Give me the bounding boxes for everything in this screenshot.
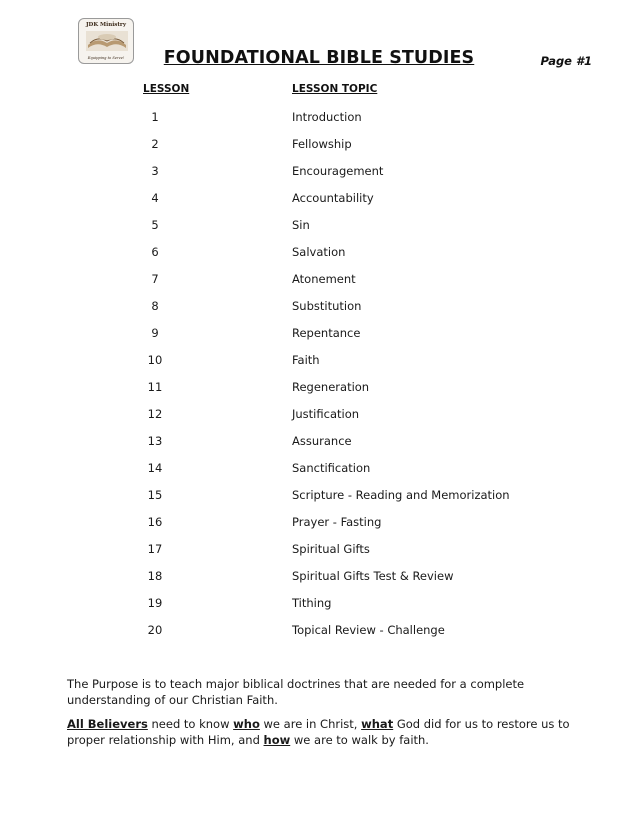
lesson-number: 16	[147, 515, 163, 529]
lesson-row	[0, 245, 638, 272]
lesson-number: 15	[147, 488, 163, 502]
lesson-row	[0, 542, 638, 569]
logo-top-text: JDK Ministry	[85, 22, 127, 28]
believers-paragraph	[67, 717, 597, 748]
logo-bottom-text: Equipping to Serve!	[87, 56, 125, 60]
topic-column-header: LESSON TOPIC	[292, 83, 378, 95]
lesson-number: 8	[151, 299, 159, 313]
lesson-column-header: LESSON	[143, 83, 190, 95]
lesson-topic: Accountability	[292, 191, 374, 205]
lesson-topic: Salvation	[292, 245, 346, 259]
lesson-number: 17	[147, 542, 163, 556]
lesson-topic: Encouragement	[292, 164, 384, 178]
lesson-topic: Tithing	[292, 596, 332, 610]
lesson-row	[0, 218, 638, 245]
lesson-row	[0, 623, 638, 650]
lesson-number: 18	[147, 569, 163, 583]
lesson-number: 11	[147, 380, 163, 394]
purpose-paragraph: The Purpose is to teach major biblical doctrines that are needed for a complete understanding of our Christian Faith.	[67, 677, 525, 707]
lesson-topic: Spiritual Gifts	[292, 542, 370, 556]
lesson-number: 5	[151, 218, 159, 232]
lesson-row	[0, 110, 638, 137]
document-title: FOUNDATIONAL BIBLE STUDIES	[163, 48, 475, 68]
lesson-row	[0, 380, 638, 407]
lesson-topic: Introduction	[292, 110, 362, 124]
lesson-row	[0, 407, 638, 434]
lesson-number: 12	[147, 407, 163, 421]
lesson-number: 3	[151, 164, 159, 178]
lesson-row	[0, 326, 638, 353]
lesson-topic: Faith	[292, 353, 320, 367]
lesson-topic: Repentance	[292, 326, 361, 340]
lesson-number: 9	[151, 326, 159, 340]
lesson-topic: Sin	[292, 218, 310, 232]
lesson-row	[0, 191, 638, 218]
lesson-row	[0, 596, 638, 623]
lesson-row	[0, 488, 638, 515]
lesson-row	[0, 137, 638, 164]
believers-text: we are in Christ,	[259, 717, 362, 731]
lesson-topic: Justification	[292, 407, 360, 421]
lesson-row	[0, 164, 638, 191]
lesson-row	[0, 299, 638, 326]
lesson-number: 2	[151, 137, 159, 151]
lesson-topic: Fellowship	[292, 137, 352, 151]
how-word: how	[263, 732, 291, 747]
believers-text: we are to walk by faith.	[290, 732, 429, 747]
lesson-number: 10	[147, 353, 163, 367]
believers-text: need to know	[147, 717, 234, 731]
all-believers-phrase: All Believers	[67, 717, 148, 731]
lesson-topic: Regeneration	[292, 380, 370, 394]
lesson-number: 13	[147, 434, 163, 448]
lesson-row	[0, 434, 638, 461]
lesson-topic: Assurance	[292, 434, 352, 448]
lesson-row	[0, 272, 638, 299]
lesson-row	[0, 569, 638, 596]
who-word: who	[233, 717, 260, 731]
lesson-row	[0, 515, 638, 542]
lesson-number: 19	[147, 596, 163, 610]
lesson-number: 6	[151, 245, 159, 259]
lesson-topic: Substitution	[292, 299, 362, 313]
lesson-topic: Atonement	[292, 272, 356, 286]
lesson-number: 20	[147, 623, 163, 637]
believers-text: God did for us to restore us to proper relationship with Him, and	[67, 717, 570, 747]
lesson-number: 1	[151, 110, 159, 124]
lesson-topic: Topical Review - Challenge	[292, 623, 445, 637]
lesson-topic: Scripture - Reading and Memorization	[292, 488, 510, 502]
lesson-number: 14	[147, 461, 163, 475]
lesson-row	[0, 461, 638, 488]
lesson-row	[0, 353, 638, 380]
lesson-number: 7	[151, 272, 159, 286]
lesson-topic: Spiritual Gifts Test & Review	[292, 569, 454, 583]
lesson-number: 4	[151, 191, 159, 205]
lesson-topic: Prayer - Fasting	[292, 515, 382, 529]
lesson-topic: Sanctification	[292, 461, 371, 475]
what-word: what	[361, 717, 394, 731]
page-number: Page #1	[540, 54, 592, 68]
